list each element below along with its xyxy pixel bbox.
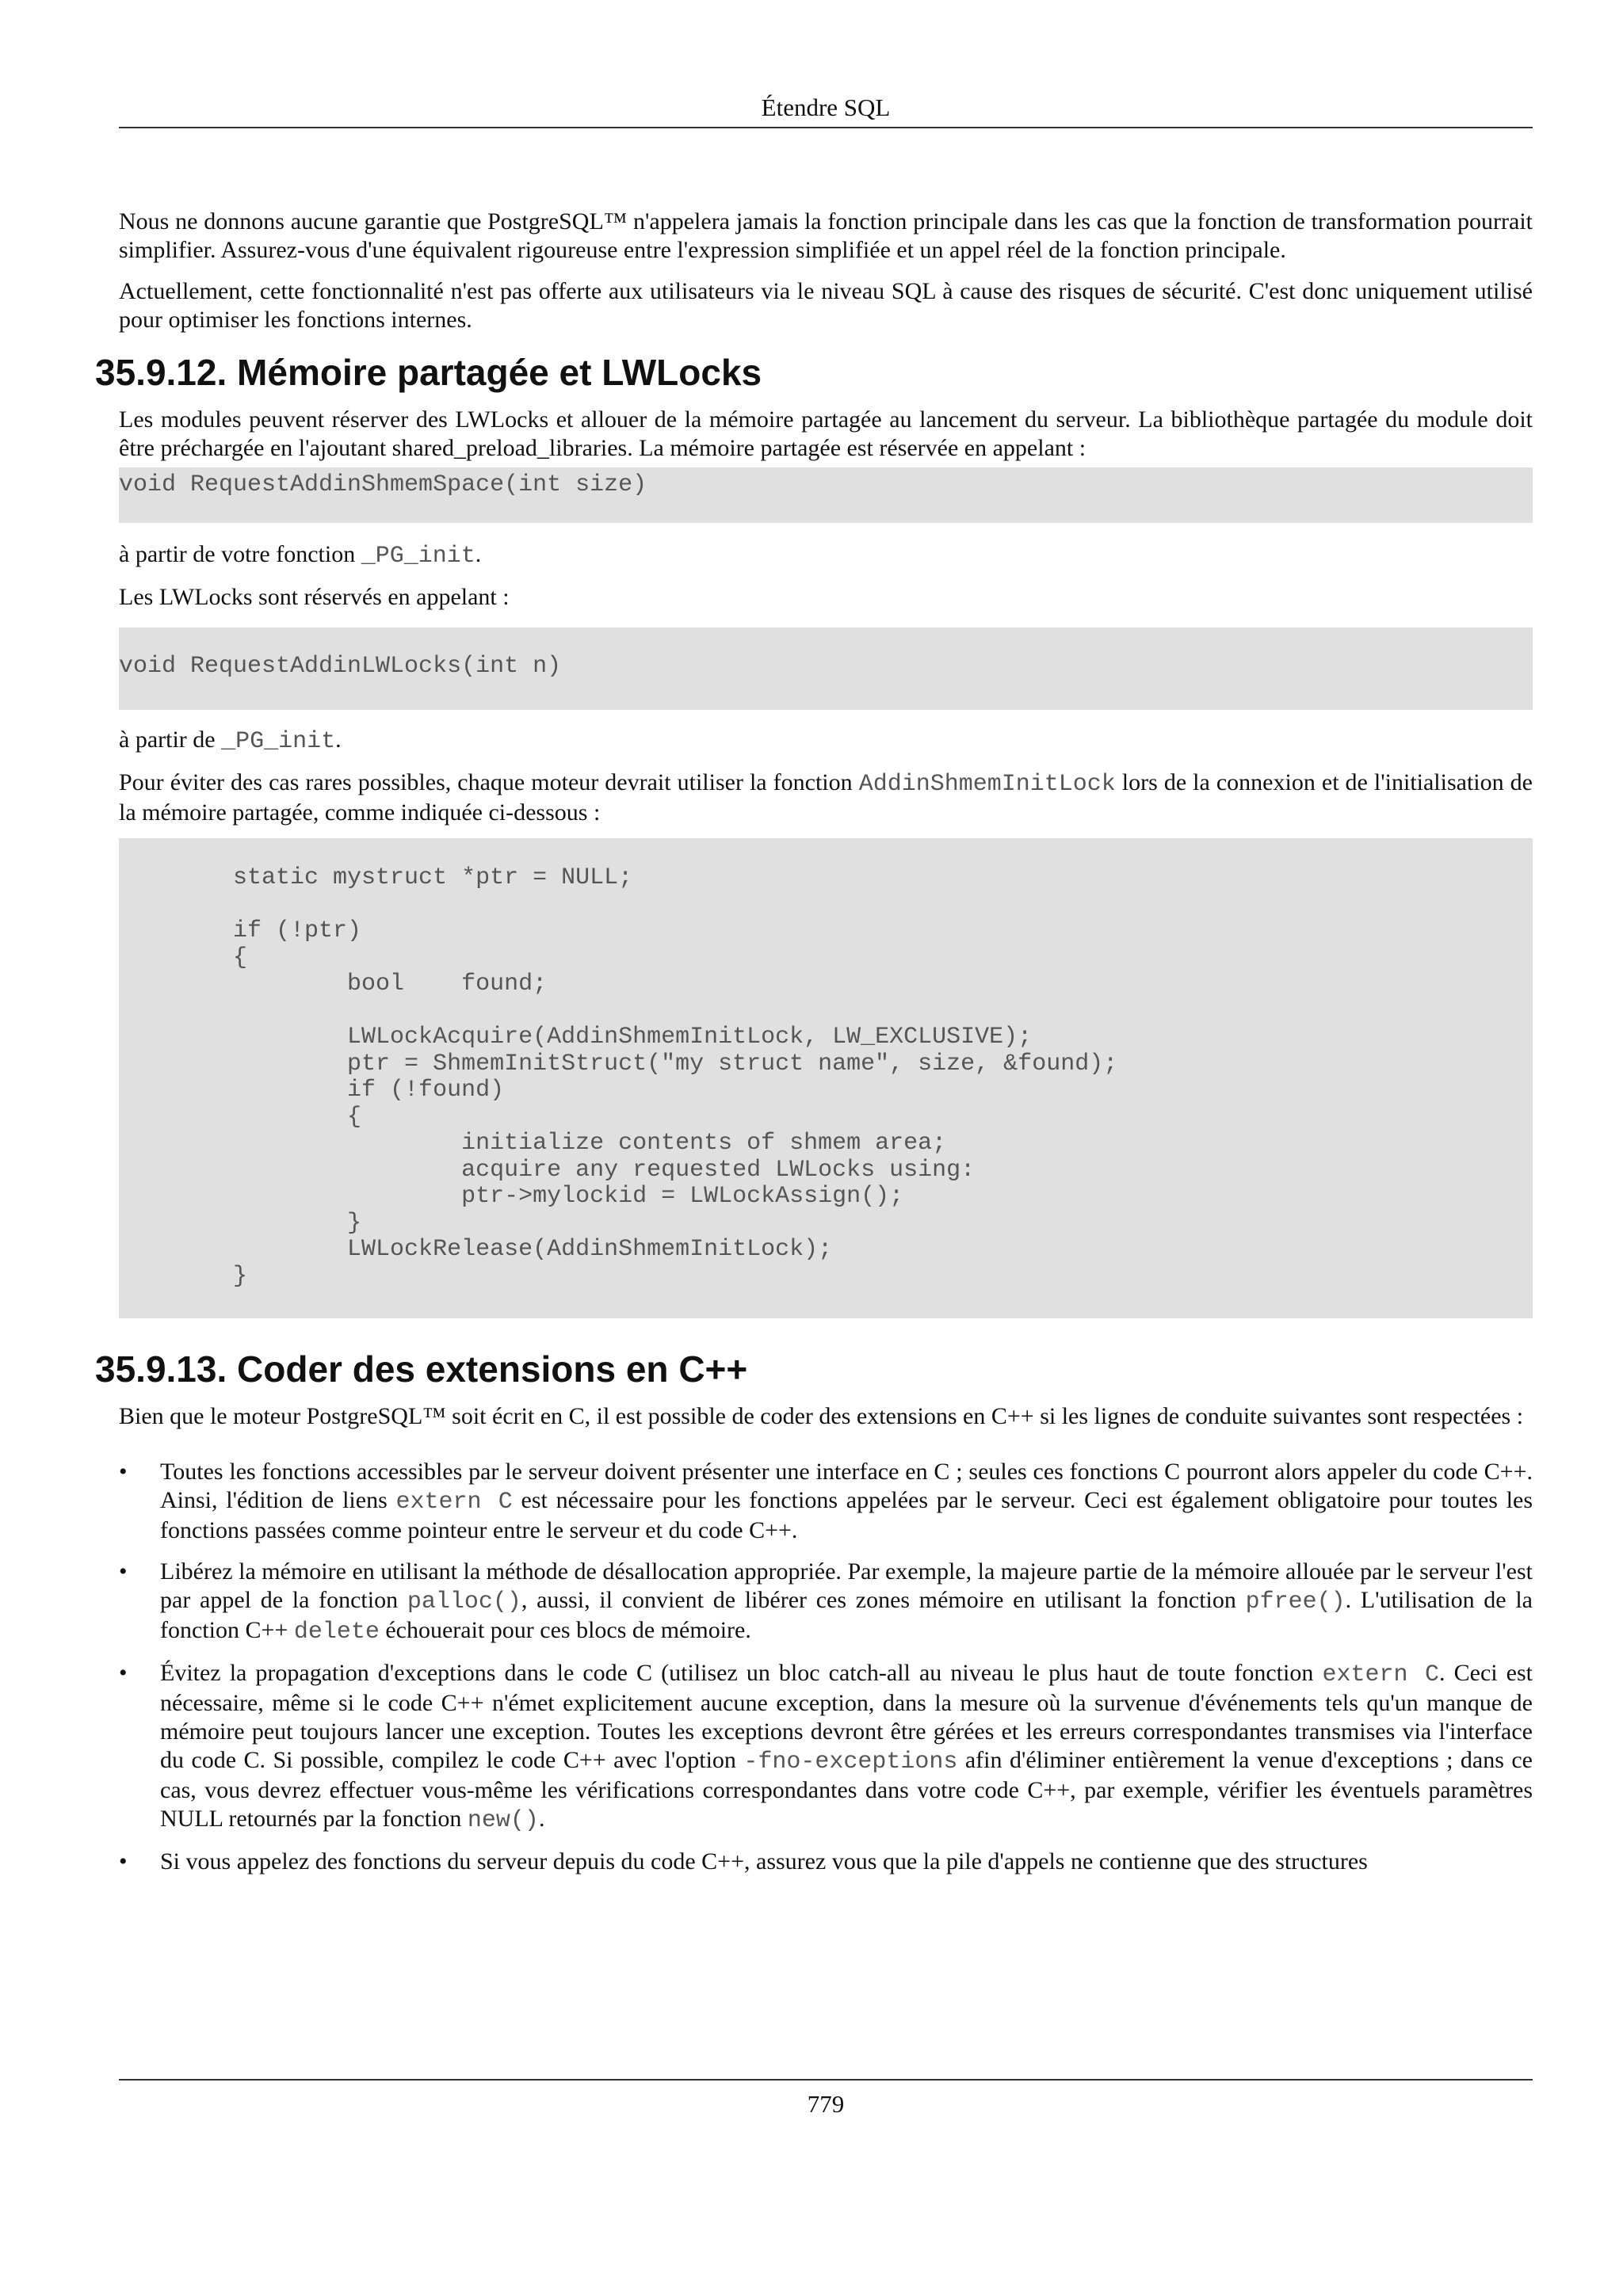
item-code: pfree() [1245,1589,1346,1615]
bullet-icon: • [119,1660,128,1686]
item-text: . [538,1806,545,1832]
item-text: Évitez la propagation d'exceptions dans le code C (utilisez un bloc catch-all au niveau le plus haut de toute fonction [160,1660,1323,1686]
item-text: . L'utilisation de la fonction C++ [160,1587,1533,1643]
item-text: Libérez la mémoire en utilisant la méthode de désallocation appropriée. Par exemple, la majeure partie de la mémoire allouée par le serveur l'est par appel de la fonction [160,1558,1533,1613]
item-text: afin d'éliminer entièrement la venue d'exceptions ; dans ce cas, vous devrez effectuer vous-même les vérifications correspondantes dans votre code C++, par exemple, vérifier les éventuels paramètres NULL retournés par la fonction [160,1747,1533,1832]
intro-paragraph-1: Nous ne donnons aucune garantie que PostgreSQL™ n'appelera jamais la fonction principale dans les cas que la fonction de transformation pourrait simplifier. Assurez-vous d'une équivalent rigoureuse entre l'expression simplifiée et un appel réel de la fonction principale. [119,208,1533,263]
item-code: delete [293,1619,380,1646]
section-heading-shared-memory: 35.9.12. Mémoire partagée et LWLocks [95,352,762,393]
code-block-request-lwlocks: void RequestAddinLWLocks(int n) [119,627,1533,710]
code-block-shmem-init-example: static mystruct *ptr = NULL; if (!ptr) { bool found; LWLockAcquire(AddinShmemInitLock, LW_EXCLUSIVE); ptr = ShmemInitStruct("my struct name", size, &found); if (!found) { initialize contents of shmem area; acquire any requested LWLocks using: ptr->mylockid = LWLockAssign(); } LWLockRelease(AddinShmemInitLock); } [119,838,1533,1318]
pg-init-paragraph-1 [119,540,1533,570]
cpp-intro-paragraph: Bien que le moteur PostgreSQL™ soit écrit en C, il est possible de coder des extensions en C++ si les lignes de conduite suivantes sont respectées : [119,1403,1524,1429]
item-text: échouerait pour ces blocs de mémoire. [379,1617,751,1643]
pg-init-paragraph-2 [119,726,1533,756]
item-text: Si vous appelez des fonctions du serveur depuis du code C++, assurez vous que la pile d'appels ne contienne que des structures [160,1848,1368,1875]
list-item [119,1848,1533,1876]
item-text: est nécessaire pour les fonctions appelées par le serveur. Ceci est également obligatoire pour toutes les fonctions passées comme pointeur entre le serveur et du code C++. [160,1487,1533,1543]
bullet-icon: • [119,1848,128,1875]
item-text: . Ceci est nécessaire, même si le code C++ n'émet explicitement aucune exception, dans la mesure où la survenue d'événements tels qu'un manque de mémoire peut toujours lancer une exception. Toutes les exceptions devront être gérées et les erreurs correspondantes transmises via l'interface du code C. Si possible, compilez le code C++ avec l'option [160,1660,1533,1773]
running-header: Étendre SQL [761,93,891,121]
item-code: new() [467,1807,539,1834]
item-text: Toutes les fonctions accessibles par le serveur doivent présenter une interface en C ; seules ces fonctions C pourront alors appeler du code C++. Ainsi, l'édition de liens [160,1459,1533,1513]
code-block-request-shmem: void RequestAddinShmemSpace(int size) [119,467,1533,523]
lwlocks-paragraph: Les LWLocks sont réservés en appelant : [119,584,510,610]
pg-init-text-2: à partir de [119,727,222,753]
item-code: palloc() [407,1589,521,1615]
shared-memory-paragraph: Les modules peuvent réserver des LWLocks et allouer de la mémoire partagée au lancement du serveur. La bibliothèque partagée du module doit être préchargée en l'ajoutant shared_preload_libraries. La mémoire partagée est réservée en appelant : [119,406,1533,461]
item-code: extern C [395,1489,513,1516]
page-content [95,208,1533,1889]
bullet-icon: • [119,1558,128,1585]
list-item [119,1558,1533,1646]
pg-init-suffix-2: . [335,727,342,753]
section-heading-cpp-extensions: 35.9.13. Coder des extensions en C++ [95,1348,748,1390]
init-lock-code: AddinShmemInitLock [858,771,1116,798]
pg-init-code-1: _PG_init [361,543,475,570]
pg-init-suffix-1: . [475,541,482,567]
page-number: 779 [807,2090,845,2118]
cpp-guidelines-list [119,1458,1533,1876]
init-lock-text: Pour éviter des cas rares possibles, chaque moteur devrait utiliser la fonction [119,769,859,795]
item-code: -fno-exceptions [743,1749,958,1775]
pg-init-code-2: _PG_init [221,728,336,755]
list-item [119,1659,1533,1835]
list-item [119,1458,1533,1545]
header-rule [119,127,1533,128]
item-code: extern C [1322,1661,1440,1688]
pg-init-text-1: à partir de votre fonction [119,541,361,567]
init-lock-suffix: lors de la connexion et de l'initialisation de la mémoire partagée, comme indiquée ci-dessous : [119,769,1533,826]
footer-rule [119,2079,1533,2081]
item-text: , aussi, il convient de libérer ces zones mémoire en utilisant la fonction [521,1587,1246,1613]
init-lock-paragraph [119,769,1533,827]
intro-paragraph-2: Actuellement, cette fonctionnalité n'est pas offerte aux utilisateurs via le niveau SQL à cause des risques de sécurité. C'est donc uniquement utilisé pour optimiser les fonctions internes. [119,278,1533,333]
bullet-icon: • [119,1459,128,1485]
